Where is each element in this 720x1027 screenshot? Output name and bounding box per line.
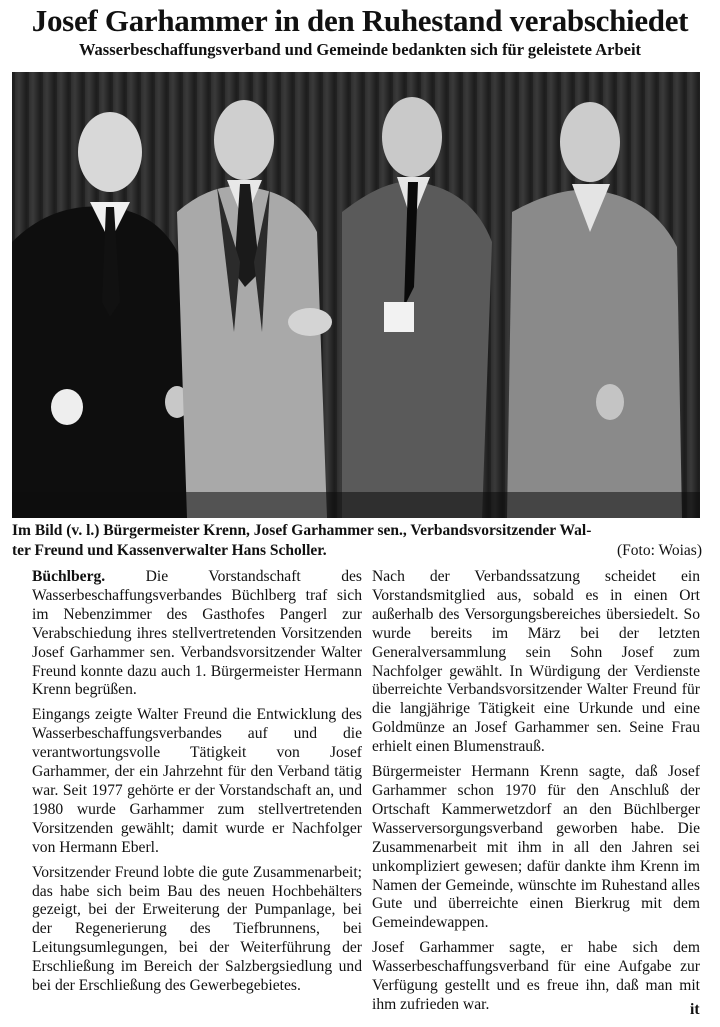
caption-line-2-row [12,541,702,561]
caption-line-2: ter Freund und Kassenverwalter Hans Scholler. [12,542,327,559]
article-column-left [32,568,362,1002]
caption-line-1: Im Bild (v. l.) Bürgermeister Krenn, Josef Garhammer sen., Verbandsvorsitzender Wal- [12,522,592,539]
author-signature: it [690,1001,700,1018]
paragraph: Bürgermeister Hermann Krenn sagte, daß Josef Garhammer schon 1970 für den Anschluß der Ortschaft Kammerwetzdorf an den Büchlberger Wasserversorgungsverband geworben habe. Die Zusammenarbeit mit ihm in all den Jahren sei unkompliziert gewesen; dafür dankte ihm Krenn im Namen der Gemeinde, wünschte im Ruhestand alles Gute und überreichte einen Bierkrug mit dem Gemeindewappen. [372,763,700,932]
dateline: Büchlberg. [32,568,106,585]
paragraph-text: Die Vorstandschaft des Wasserbeschaffungsverbandes Büchlberg traf sich im Nebenzimmer des Gasthofes Pangerl zur Verabschiedung ihres stellvertretenden Vorsitzenden Josef Garhammer sen. Verbandsvorsitzender Walter Freund konnte dazu auch 1. Bürgermeister Hermann Krenn begrüßen. [32,568,362,699]
handshake [288,308,332,336]
paragraph: Vorsitzender Freund lobte die gute Zusammenarbeit; das habe sich beim Bau des neuen Hochbehälters gezeigt, bei der Erweiterung der Pumpanlage, bei der Regenerierung des Tiefbrunnens, bei Leitungsumlegungen, bei der Weiterführung der Erschließung im Bereich der Salzbergsiedlung und bei der Erschließung des Gewerbegebietes. [32,863,362,995]
headline: Josef Garhammer in den Ruhestand verabschiedet [31,3,689,38]
paragraph: Eingangs zeigte Walter Freund die Entwicklung des Wasserbeschaffungsverbandes auf und die verantwortungsvolle Tätigkeit von Josef Garhammer, der ein Jahrzehnt für den Verband tätig war. Seit 1977 gehörte er der Vorstandschaft an, und 1980 wurde Garhammer zum stellvertretenden Vorsitzenden gewählt; damit wurde er Nachfolger von Hermann Eberl. [32,706,362,856]
subheadline: Wasserbeschaffungsverband und Gemeinde bedankten sich für geleistete Arbeit [78,40,642,59]
photo-caption [12,521,702,561]
news-photo [12,72,700,518]
paragraph [32,568,362,700]
photo-four-men-illustration [12,72,700,518]
article-column-right [372,568,700,1021]
photo-credit: (Foto: Woias) [616,542,702,559]
paragraph: Nach der Verbandssatzung scheidet ein Vorstandsmitglied aus, sobald es in einen Ort außerhalb des Versorgungsbereiches übersiedelt. So wurde bereits im März bei der letzten Generalversammlung sein Sohn Josef zum Nachfolger gewählt. In Würdigung der Verdienste überreichte Verbandsvorsitzender Walter Freund für die langjährige Tätigkeit eine Urkunde und eine Goldmünze an Josef Garhammer sen. Seine Frau erhielt einen Blumenstrauß. [372,568,700,756]
paragraph: Josef Garhammer sagte, er habe sich dem Wasserbeschaffungsverband für eine Aufgabe zur Verfügung gestellt und es freue ihn, daß man mit ihm zufrieden war. [372,939,700,1013]
